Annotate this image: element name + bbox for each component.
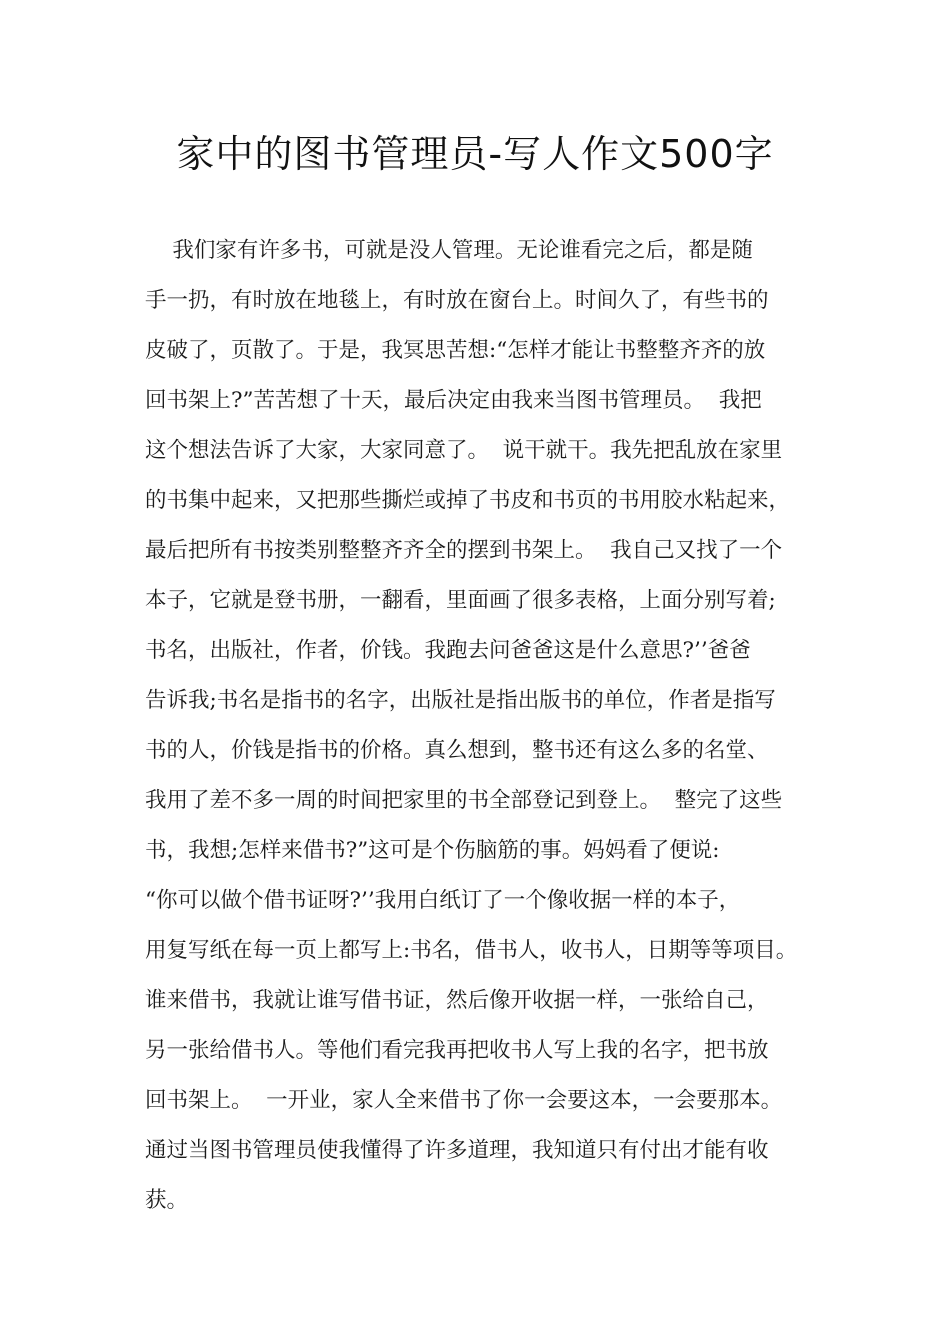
essay-line: 通过当图书管理员使我懂得了许多道理，我知道只有付出才能有收: [145, 1138, 769, 1163]
essay-line: 最后把所有书按类别整整齐齐全的摆到书架上。 我自己又找了一个: [145, 538, 783, 563]
essay-line: 告诉我;书名是指书的名字，出版社是指出版书的单位，作者是指写: [145, 688, 776, 713]
document-title: 家中的图书管理员-写人作文500字: [176, 132, 774, 176]
essay-line: 我用了差不多一周的时间把家里的书全部登记到登上。 整完了这些: [145, 788, 783, 813]
essay-line: 谁来借书，我就让谁写借书证，然后像开收据一样，一张给自己，: [145, 988, 769, 1013]
essay-line: 书名，出版社，作者，价钱。我跑去问爸爸这是什么意思?’’爸爸: [145, 638, 751, 663]
essay-line: 书，我想;怎样来借书?”这可是个伤脑筋的事。妈妈看了便说:: [145, 838, 720, 863]
essay-line: 回书架上。 一开业，家人全来借书了你一会要这本，一会要那本。: [145, 1088, 783, 1113]
essay-line: 我们家有许多书，可就是没人管理。无论谁看完之后，都是随: [145, 238, 753, 263]
essay-line: 的书集中起来，又把那些撕烂或掉了书皮和书页的书用胶水粘起来，: [145, 488, 791, 513]
essay-line: 获。: [145, 1188, 189, 1213]
essay-line: 书的人，价钱是指书的价格。真么想到，整书还有这么多的名堂、: [145, 738, 769, 763]
essay-line: 本子，它就是登书册，一翻看，里面画了很多表格，上面分别写着;: [145, 588, 776, 613]
essay-line: 这个想法告诉了大家，大家同意了。 说干就干。我先把乱放在家里: [145, 438, 783, 463]
essay-line: 手一扔，有时放在地毯上，有时放在窗台上。时间久了，有些书的: [145, 288, 769, 313]
essay-line: 回书架上?”苦苦想了十天，最后决定由我来当图书管理员。 我把: [145, 388, 762, 413]
essay-line: 用复写纸在每一页上都写上:书名，借书人，收书人，日期等等项目。: [145, 938, 798, 963]
essay-line: 皮破了，页散了。于是，我冥思苦想:“怎样才能让书整整齐齐的放: [145, 338, 766, 363]
essay-line: “你可以做个借书证呀?’’我用白纸订了一个像收据一样的本子，: [145, 888, 741, 913]
essay-body: [145, 230, 820, 1230]
essay-line: 另一张给借书人。等他们看完我再把收书人写上我的名字，把书放: [145, 1038, 769, 1063]
